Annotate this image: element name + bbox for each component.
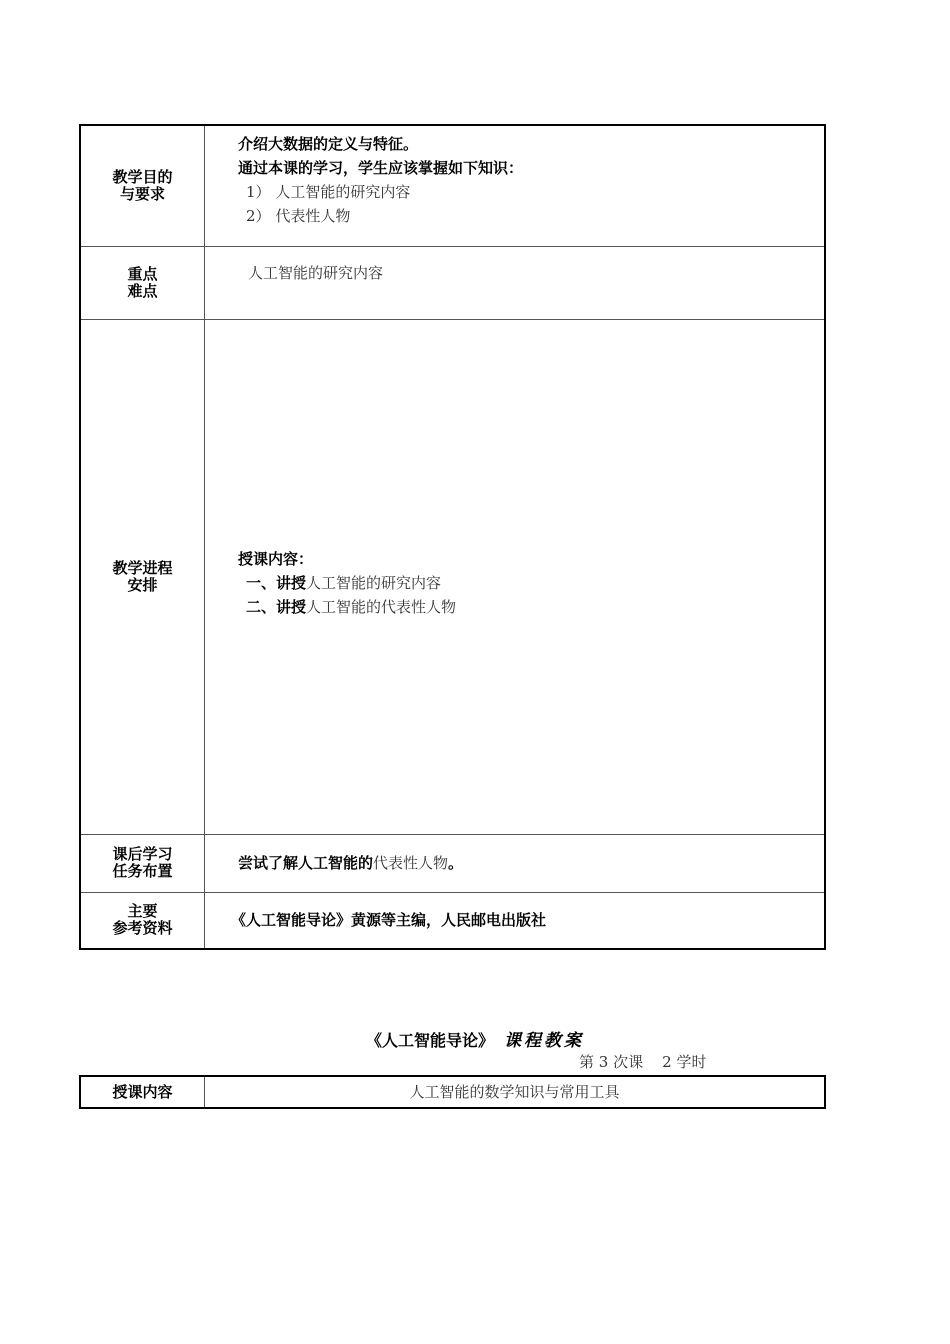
objectives-item-2: 2） 代表性人物 (246, 207, 351, 225)
homework-row (80, 834, 825, 892)
process-label: 教学进程 安排 (80, 319, 205, 834)
objectives-item-1: 1） 人工智能的研究内容 (246, 183, 411, 201)
key-points-row (80, 246, 825, 319)
references-content: 《人工智能导论》黄源等主编，人民邮电出版社 (205, 892, 826, 949)
objectives-label: 教学目的 与要求 (80, 125, 205, 246)
key-points-content: 人工智能的研究内容 (205, 246, 826, 319)
process-item-1: 一、讲授人工智能的研究内容 (246, 573, 442, 592)
objectives-row (80, 125, 825, 246)
course-plan-title: 《人工智能导论》 课程教案 (365, 1031, 584, 1051)
objectives-content (205, 125, 826, 246)
process-item-2: 二、讲授人工智能的代表性人物 (246, 597, 457, 616)
homework-label: 课后学习 任务布置 (80, 834, 205, 892)
process-row (80, 319, 825, 834)
references-row (80, 892, 825, 949)
content-row (80, 1076, 825, 1108)
homework-content: 尝试了解人工智能的代表性人物。 (205, 834, 826, 892)
content-label: 授课内容 (80, 1076, 205, 1108)
key-points-label: 重点 难点 (80, 246, 205, 319)
process-heading: 授课内容： (238, 549, 314, 568)
objectives-line-2: 通过本课的学习，学生应该掌握如下知识： (238, 159, 524, 177)
references-label: 主要 参考资料 (80, 892, 205, 949)
next-lesson-table (79, 1075, 826, 1109)
objectives-line-1: 介绍大数据的定义与特征。 (238, 135, 419, 153)
content-value: 人工智能的数学知识与常用工具 (205, 1076, 826, 1108)
process-content (205, 319, 826, 834)
session-info: 第 3 次课 2 学时 (579, 1053, 707, 1071)
lesson-plan-table (79, 124, 826, 950)
